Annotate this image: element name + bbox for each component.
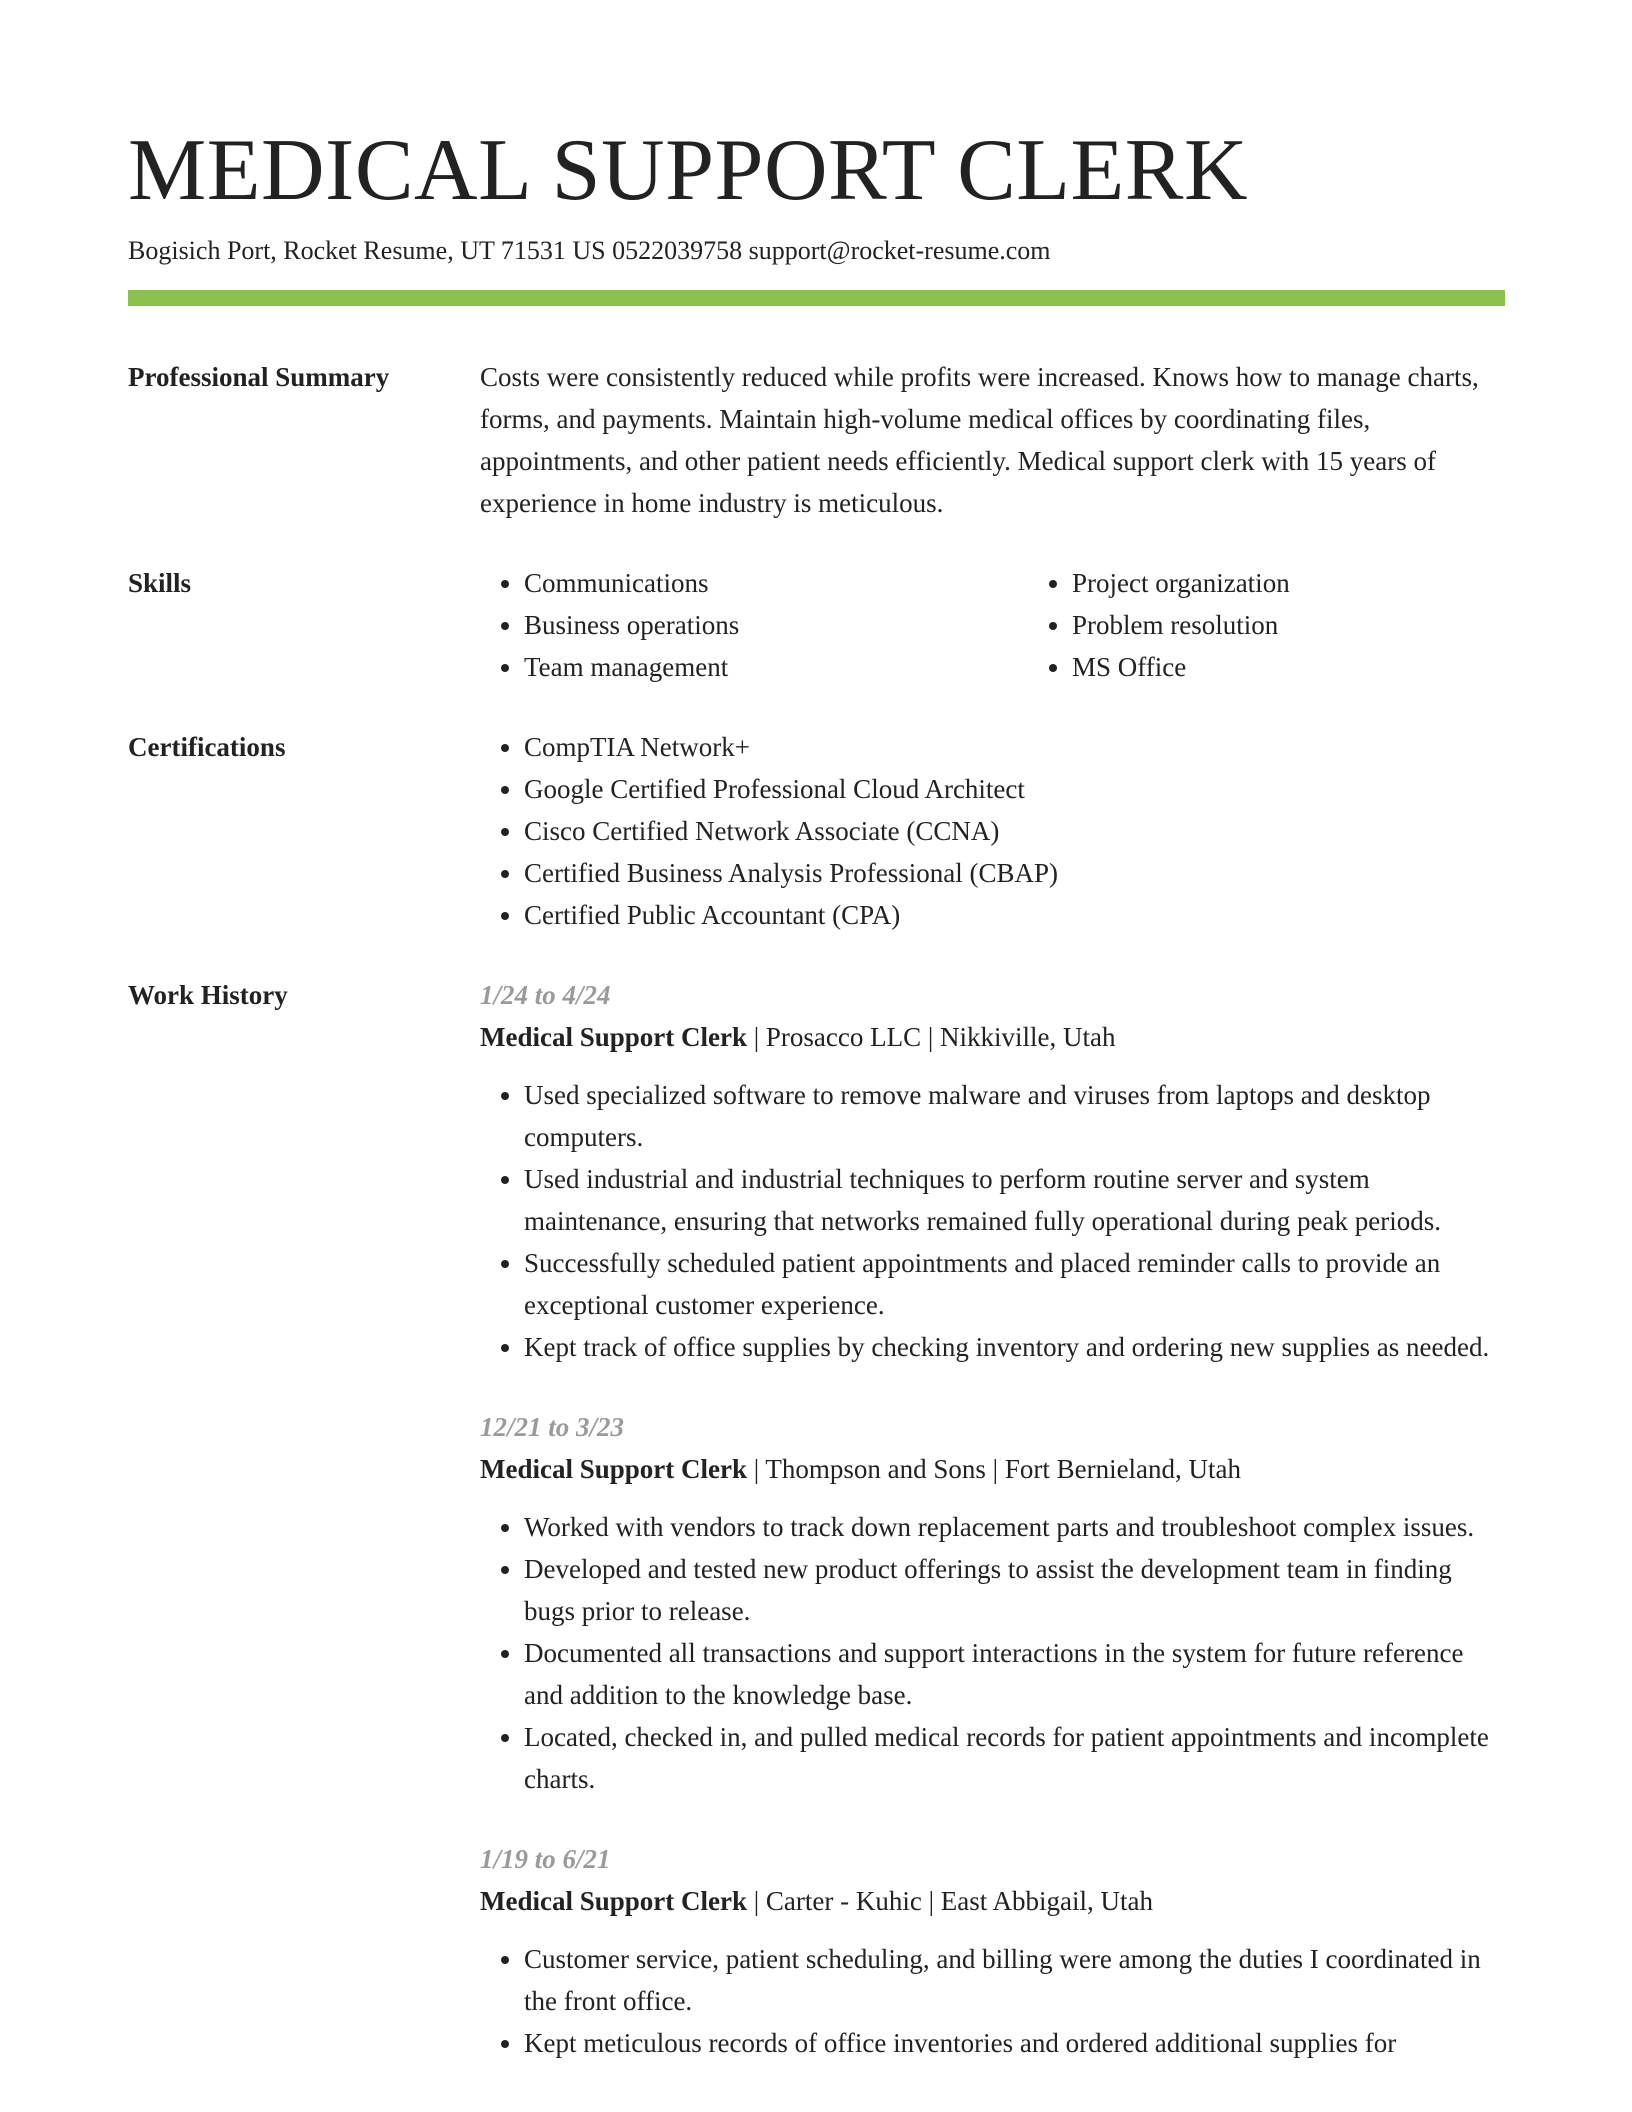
certifications-list: [480, 726, 1505, 936]
skill-item: • MS Office: [1072, 646, 1576, 688]
job-bullet: • Used specialized software to remove malware and viruses from laptops and desktop computers.: [524, 1074, 1505, 1158]
job-bullet: • Kept meticulous records of office inventories and ordered additional supplies for: [524, 2022, 1505, 2064]
job-bullet: • Kept track of office supplies by checking inventory and ordering new supplies as needed.: [524, 1326, 1505, 1368]
job-details: | Carter - Kuhic | East Abbigail, Utah: [747, 1886, 1153, 1916]
skills-section: [128, 562, 1505, 688]
job-details: | Prosacco LLC | Nikkiville, Utah: [747, 1022, 1116, 1052]
job-bullets: [480, 1506, 1505, 1800]
skill-item: • Team management: [524, 646, 1028, 688]
work-history-label: Work History: [128, 980, 288, 1010]
skill-item: • Problem resolution: [1072, 604, 1576, 646]
skill-item: • Communications: [524, 562, 1028, 604]
job-details: | Thompson and Sons | Fort Bernieland, Utah: [747, 1454, 1242, 1484]
job-bullets: [480, 1074, 1505, 1368]
job-bullet: • Customer service, patient scheduling, and billing were among the duties I coordinated in the front office.: [524, 1938, 1505, 2022]
job-heading: [480, 1880, 1505, 1922]
resume-page: [128, 122, 1505, 2064]
certification-item: • Certified Business Analysis Professional (CBAP): [524, 852, 1505, 894]
job-title: Medical Support Clerk: [480, 1454, 747, 1484]
job-heading: [480, 1448, 1505, 1490]
job-title: Medical Support Clerk: [480, 1886, 747, 1916]
job-dates: 1/19 to 6/21: [480, 1844, 611, 1874]
certifications-label: Certifications: [128, 732, 286, 762]
job-heading: [480, 1016, 1505, 1058]
job-title: Medical Support Clerk: [480, 1022, 747, 1052]
job-bullet: • Worked with vendors to track down replacement parts and troubleshoot complex issues.: [524, 1506, 1505, 1548]
job-bullet: • Located, checked in, and pulled medical records for patient appointments and incomplete charts.: [524, 1716, 1505, 1800]
certification-item: • Certified Public Accountant (CPA): [524, 894, 1505, 936]
summary-section: [128, 356, 1505, 524]
job-entry: [480, 974, 1505, 1368]
job-bullet: • Documented all transactions and support interactions in the system for future reference and addition to the knowledge base.: [524, 1632, 1505, 1716]
contact-line: Bogisich Port, Rocket Resume, UT 71531 US 0522039758 support@rocket-resume.com: [128, 236, 1051, 265]
job-entry: [480, 1838, 1505, 2064]
skills-label: Skills: [128, 568, 192, 598]
skills-list-right: [1028, 562, 1576, 688]
job-bullets: [480, 1938, 1505, 2064]
summary-text: Costs were consistently reduced while profits were increased. Knows how to manage charts, forms, and payments. Maintain high-volume medical offices by coordinating files, appointments, and other patient needs efficiently. Medical support clerk with 15 years of experience in home industry is meticulous.: [480, 362, 1479, 518]
job-dates: 12/21 to 3/23: [480, 1412, 625, 1442]
certification-item: • CompTIA Network+: [524, 726, 1505, 768]
accent-divider: [128, 290, 1505, 306]
summary-label: Professional Summary: [128, 362, 390, 392]
job-bullet: • Successfully scheduled patient appointments and placed reminder calls to provide an exceptional customer experience.: [524, 1242, 1505, 1326]
job-bullet: • Developed and tested new product offerings to assist the development team in finding bugs prior to release.: [524, 1548, 1505, 1632]
certification-item: • Cisco Certified Network Associate (CCNA): [524, 810, 1505, 852]
certifications-section: [128, 726, 1505, 936]
skills-list-left: [480, 562, 1028, 688]
resume-name: MEDICAL SUPPORT CLERK: [128, 122, 1249, 219]
work-history-section: [128, 974, 1505, 2064]
certification-item: • Google Certified Professional Cloud Architect: [524, 768, 1505, 810]
job-bullet: • Used industrial and industrial techniques to perform routine server and system maintenance, ensuring that networks remained fully operational during peak periods.: [524, 1158, 1505, 1242]
job-entry: [480, 1406, 1505, 1800]
job-dates: 1/24 to 4/24: [480, 980, 611, 1010]
skill-item: • Business operations: [524, 604, 1028, 646]
skill-item: • Project organization: [1072, 562, 1576, 604]
